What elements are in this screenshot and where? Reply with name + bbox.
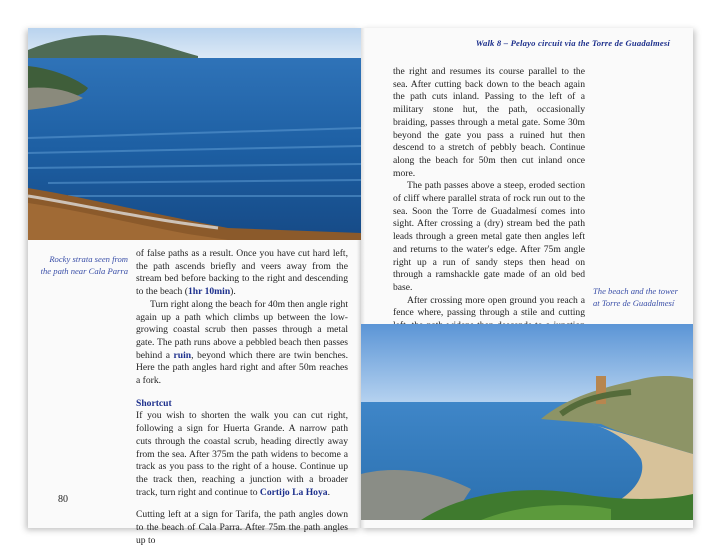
paragraph-text: If you wish to shorten the walk you can cut right, following a sign for Huerta Grande. A narrow path cuts through the coastal scrub, heading directly away from the sea. After 375m the path widens to become a track as you pass to the right of a house. Continue up the track then, reaching a junction with a broader track, turn right and continue to bbox=[136, 410, 348, 498]
left-text-column bbox=[136, 248, 348, 547]
paragraph bbox=[136, 248, 348, 299]
paragraph: the right and resumes its course parallel to the sea. After cutting back down to the beach again the path cuts inland. Passing to the left of a military stone hut, the path, occasionally braiding, passes through a metal gate. Some 30m beyond the gate you pass a ruined hut then descend to a stretch of pebbly beach. Continue along the beach for 50m then cut inland once more. bbox=[393, 66, 585, 179]
paragraph bbox=[136, 299, 348, 388]
paragraph-text: ). bbox=[230, 286, 236, 298]
paragraph-text: Turn right along the beach for 40m then angle right again up a path which climbs up between the low-growing coastal scrub then passes through a metal gate. The path runs above a pebbled beach then passes behind a bbox=[136, 298, 348, 361]
walk-time: 1hr 10min bbox=[187, 286, 231, 298]
landmark: ruin bbox=[173, 349, 192, 361]
paragraph bbox=[136, 410, 348, 499]
photo-caption: The beach and the tower at Torre de Guadalmesí bbox=[593, 286, 678, 308]
landmark: Cortijo La Hoya bbox=[259, 486, 328, 498]
beach-tower-photo bbox=[361, 324, 693, 520]
paragraph-text: . bbox=[327, 486, 330, 498]
paragraph-text: , beyond which there are twin benches. Here the path angles hard right and after 50m reaches a fork. bbox=[136, 349, 348, 387]
running-head: Walk 8 – Pelayo circuit via the Torre de Guadalmesí bbox=[475, 38, 670, 48]
paragraph-text: After crossing more open ground you reach a fence where, passing through a stile and cutting bbox=[393, 294, 585, 319]
page-number: 80 bbox=[58, 494, 68, 505]
photo-caption: Rocky strata seen from the path near Cala Parra bbox=[40, 254, 128, 276]
paragraph: The path passes above a steep, eroded section of cliff where parallel strata of rock run out to the sea. Soon the Torre de Guadalmesí comes into sight. After crossing a (dry) stream bed the path leads through a green metal gate then angles left and returns to the water's edge. After 75m angle right up a run of sandy steps then head on through a ramshackle gate made of an old bed base. bbox=[393, 180, 585, 293]
shortcut-heading: Shortcut bbox=[136, 397, 172, 409]
rocky-strata-photo bbox=[28, 28, 361, 240]
paragraph-text: of false paths as a result. Once you have cut hard left, the path ascends briefly and veers away from the stream bed before backing to the right and descending to the beach ( bbox=[136, 248, 348, 298]
paragraph: Cutting left at a sign for Tarifa, the path angles down to the beach of Cala Parra. After 75m the path angles up to bbox=[136, 509, 348, 546]
